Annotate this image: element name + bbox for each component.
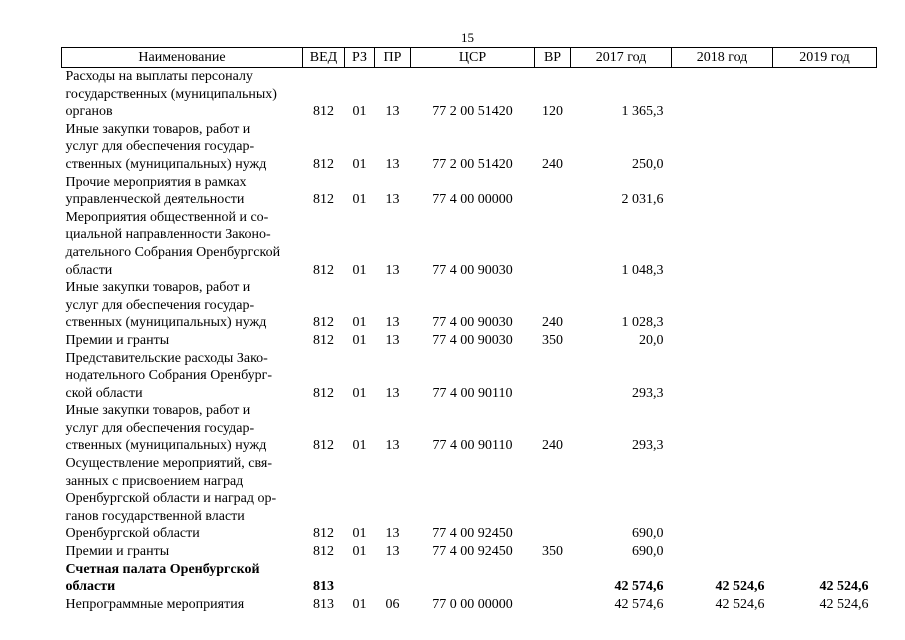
row-name-cell — [62, 174, 303, 209]
csr-cell: 77 4 00 90030 — [432, 332, 513, 348]
amount-2017-cell: 690,0 — [632, 544, 664, 560]
table-row — [62, 174, 877, 209]
pr-cell: 13 — [385, 156, 400, 172]
rz-cell: 01 — [352, 526, 367, 542]
amount-2019-cell — [773, 209, 877, 279]
pr-cell: 13 — [385, 192, 400, 208]
row-name-line: услуг для обеспечения государ- — [65, 139, 255, 155]
table-row — [62, 455, 877, 543]
row-name-line: услуг для обеспечения государ- — [65, 297, 255, 313]
pr-cell: 13 — [385, 262, 400, 278]
row-name-line: ской области — [65, 385, 143, 401]
amount-2019-cell — [773, 332, 877, 350]
amount-2018-cell — [672, 350, 773, 403]
ved-cell: 812 — [313, 192, 334, 208]
pr-cell — [375, 561, 411, 596]
amount-2018-cell: 42 524,6 — [715, 596, 765, 612]
pr-cell: 13 — [385, 315, 400, 331]
csr-cell: 77 4 00 90030 — [432, 262, 513, 278]
header-name: Наименование — [62, 48, 303, 68]
row-name-cell — [62, 332, 303, 350]
row-name-line: Оренбургской области — [65, 526, 200, 542]
ved-cell: 812 — [313, 385, 334, 401]
amount-2017-cell: 42 574,6 — [614, 579, 664, 595]
row-name-line: Иные закупки товаров, работ и — [65, 121, 251, 137]
amount-2017-cell: 690,0 — [632, 526, 664, 542]
row-name-line: дательного Собрания Оренбургской — [65, 244, 281, 260]
table-row — [62, 596, 877, 614]
row-name-cell — [62, 402, 303, 455]
table-row — [62, 543, 877, 561]
csr-cell: 77 4 00 92450 — [432, 526, 513, 542]
row-name-line: ганов государственной власти — [65, 508, 245, 524]
header-2019: 2019 год — [773, 48, 877, 68]
pr-cell: 13 — [385, 438, 400, 454]
amount-2018-cell — [672, 543, 773, 561]
ved-cell: 812 — [313, 438, 334, 454]
csr-cell: 77 4 00 92450 — [432, 544, 513, 560]
header-pr: ПР — [375, 48, 411, 68]
row-name-line: органов — [65, 104, 113, 120]
rz-cell: 01 — [352, 104, 367, 120]
row-name-line: Иные закупки товаров, работ и — [65, 403, 251, 419]
amount-2018-cell — [672, 402, 773, 455]
ved-cell: 812 — [313, 315, 334, 331]
table-row — [62, 332, 877, 350]
header-2018: 2018 год — [672, 48, 773, 68]
row-name-line: области — [65, 579, 116, 595]
row-name-line: нодательного Собрания Оренбург- — [65, 368, 273, 384]
row-name-line: Прочие мероприятия в рамках — [65, 174, 247, 190]
pr-cell: 13 — [385, 332, 400, 348]
amount-2018-cell — [672, 209, 773, 279]
row-name-cell — [62, 209, 303, 279]
pr-cell: 13 — [385, 544, 400, 560]
table-body — [62, 68, 877, 614]
amount-2019-cell — [773, 68, 877, 121]
row-name-line: Осуществление мероприятий, свя- — [65, 456, 272, 472]
ved-cell: 813 — [313, 579, 334, 595]
amount-2017-cell: 1 048,3 — [621, 262, 664, 278]
ved-cell: 812 — [313, 332, 334, 348]
row-name-line: Мероприятия общественной и со- — [65, 209, 269, 225]
header-rz: РЗ — [345, 48, 375, 68]
row-name-line: области — [65, 262, 113, 278]
vr-cell — [535, 561, 571, 596]
ved-cell: 813 — [313, 596, 334, 612]
row-name-line: ственных (муниципальных) нужд — [65, 315, 267, 331]
row-name-cell — [62, 279, 303, 332]
row-name-line: государственных (муниципальных) — [65, 86, 277, 102]
rz-cell — [345, 561, 375, 596]
amount-2018-cell — [672, 68, 773, 121]
table-header-row — [62, 48, 877, 68]
amount-2017-cell: 1 365,3 — [621, 104, 664, 120]
pr-cell: 13 — [385, 385, 400, 401]
header-vr: ВР — [535, 48, 571, 68]
csr-cell: 77 2 00 51420 — [432, 104, 513, 120]
vr-cell — [535, 350, 571, 403]
row-name-line: Представительские расходы Зако- — [65, 350, 268, 366]
amount-2018-cell — [672, 174, 773, 209]
vr-cell — [535, 209, 571, 279]
amount-2019-cell — [773, 350, 877, 403]
row-name-line: Расходы на выплаты персоналу — [65, 69, 253, 84]
csr-cell: 77 4 00 90110 — [432, 385, 513, 401]
csr-cell — [411, 561, 535, 596]
row-name-line: управленческой деятельности — [65, 192, 245, 208]
vr-cell: 350 — [542, 332, 563, 348]
amount-2019-cell: 42 524,6 — [819, 596, 869, 612]
rz-cell: 01 — [352, 544, 367, 560]
vr-cell: 240 — [542, 156, 563, 172]
amount-2017-cell: 293,3 — [632, 385, 664, 401]
row-name-cell — [62, 543, 303, 561]
row-name-line: ственных (муниципальных) нужд — [65, 156, 267, 172]
vr-cell — [535, 596, 571, 614]
budget-table — [61, 47, 877, 613]
rz-cell: 01 — [352, 385, 367, 401]
csr-cell: 77 4 00 90030 — [432, 315, 513, 331]
rz-cell: 01 — [352, 438, 367, 454]
table-row — [62, 402, 877, 455]
amount-2017-cell: 293,3 — [632, 438, 664, 454]
amount-2019-cell: 42 524,6 — [819, 579, 869, 595]
amount-2017-cell: 250,0 — [632, 156, 664, 172]
rz-cell: 01 — [352, 192, 367, 208]
amount-2017-cell: 1 028,3 — [621, 315, 664, 331]
page-number: 15 — [461, 30, 474, 45]
rz-cell: 01 — [352, 156, 367, 172]
ved-cell: 812 — [313, 544, 334, 560]
rz-cell: 01 — [352, 596, 367, 612]
row-name-line: услуг для обеспечения государ- — [65, 420, 255, 436]
amount-2019-cell — [773, 455, 877, 543]
vr-cell — [535, 174, 571, 209]
csr-cell: 77 4 00 00000 — [432, 192, 513, 208]
pr-cell: 13 — [385, 104, 400, 120]
amount-2017-cell: 42 574,6 — [614, 596, 664, 612]
header-2017: 2017 год — [571, 48, 672, 68]
rz-cell: 01 — [352, 262, 367, 278]
ved-cell: 812 — [313, 526, 334, 542]
csr-cell: 77 2 00 51420 — [432, 156, 513, 172]
row-name-line: Оренбургской области и наград ор- — [65, 491, 277, 507]
rz-cell: 01 — [352, 315, 367, 331]
vr-cell: 240 — [542, 315, 563, 331]
ved-cell: 812 — [313, 262, 334, 278]
vr-cell: 350 — [542, 544, 563, 560]
row-name-line: Иные закупки товаров, работ и — [65, 280, 251, 296]
amount-2018-cell — [672, 455, 773, 543]
amount-2019-cell — [773, 543, 877, 561]
pr-cell: 13 — [385, 526, 400, 542]
header-ved: ВЕД — [303, 48, 345, 68]
vr-cell — [535, 455, 571, 543]
amount-2019-cell — [773, 121, 877, 174]
table-row — [62, 68, 877, 121]
pr-cell: 06 — [385, 596, 400, 612]
table-row — [62, 279, 877, 332]
row-name-cell — [62, 561, 303, 596]
amount-2018-cell — [672, 121, 773, 174]
row-name-line: Премии и гранты — [65, 332, 170, 348]
row-name-line: занных с присвоением наград — [65, 473, 244, 489]
amount-2018-cell — [672, 332, 773, 350]
table-row — [62, 209, 877, 279]
amount-2017-cell: 2 031,6 — [621, 192, 664, 208]
table-row — [62, 350, 877, 403]
amount-2017-cell: 20,0 — [639, 332, 664, 348]
row-name-cell — [62, 455, 303, 543]
amount-2019-cell — [773, 402, 877, 455]
vr-cell: 120 — [542, 104, 563, 120]
row-name-cell — [62, 350, 303, 403]
row-name-line: Непрограммные мероприятия — [65, 596, 245, 612]
row-name-cell — [62, 596, 303, 614]
vr-cell: 240 — [542, 438, 563, 454]
ved-cell: 812 — [313, 156, 334, 172]
row-name-line: циальной направленности Законо- — [65, 227, 271, 243]
amount-2018-cell — [672, 279, 773, 332]
ved-cell: 812 — [313, 104, 334, 120]
header-csr: ЦСР — [411, 48, 535, 68]
table-row — [62, 561, 877, 596]
amount-2019-cell — [773, 174, 877, 209]
amount-2018-cell: 42 524,6 — [715, 579, 765, 595]
row-name-line: ственных (муниципальных) нужд — [65, 438, 267, 454]
table-row — [62, 121, 877, 174]
row-name-cell — [62, 121, 303, 174]
row-name-line: Счетная палата Оренбургской — [65, 561, 260, 577]
rz-cell: 01 — [352, 332, 367, 348]
csr-cell: 77 4 00 90110 — [432, 438, 513, 454]
row-name-cell — [62, 68, 303, 121]
csr-cell: 77 0 00 00000 — [432, 596, 513, 612]
row-name-line: Премии и гранты — [65, 544, 170, 560]
amount-2019-cell — [773, 279, 877, 332]
